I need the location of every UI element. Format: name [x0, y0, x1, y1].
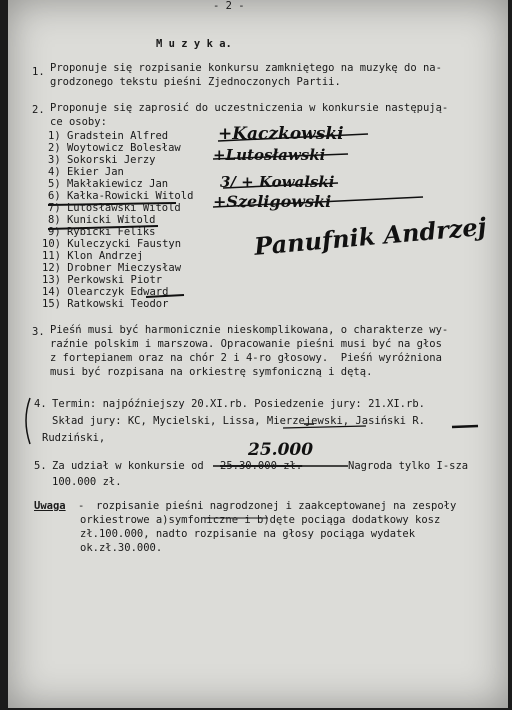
list-item: 13) Perkowski Piotr [42, 274, 163, 286]
list-item: 1) Gradstein Alfred [48, 130, 169, 142]
item-4-line: Termin: najpóźniejszy 20.XI.rb. Posiedzenie jury: 21.XI.rb. [52, 398, 425, 410]
item-5-text: 100.000 zł. [52, 476, 122, 488]
handwritten-note: +Kaczkowski [218, 124, 344, 144]
list-item: 15) Ratkowski Teodor [42, 298, 169, 310]
item-5-text: Za udział w konkursie od [52, 460, 204, 472]
item-2-line: ce osoby: [50, 116, 107, 128]
list-item: 7) Lutosławski Witold [48, 202, 181, 214]
list-item: 3) Sokorski Jerzy [48, 154, 156, 166]
list-item: 9) Rybicki Feliks [48, 226, 156, 238]
note-dash: - [78, 500, 85, 512]
list-item: 2) Woytowicz Bolesław [48, 142, 181, 154]
note-line: orkiestrowe a)symfoniczne i b)dęte pociąga dodatkowy kosz [80, 514, 441, 526]
list-item: 8) Kunicki Witold [48, 214, 156, 226]
item-3-line: Pieśń musi być harmonicznie nieskomplikowana, o charakterze wy- [50, 324, 449, 336]
list-item: 12) Drobner Mieczysław [42, 262, 182, 274]
list-item: 5) Makłakiewicz Jan [48, 178, 169, 190]
item-3-number: 3. [32, 326, 45, 338]
note-line: zł.100.000, nadto rozpisanie na głosy pociąga wydatek [80, 528, 416, 540]
handwritten-note: Panufnik Andrzej [253, 211, 488, 261]
note-label: Uwaga [34, 500, 66, 512]
item-2-number: 2. [32, 104, 45, 116]
item-3-line: raźnie polskim i marszowa. Opracowanie pieśni musi być na głos [50, 338, 442, 350]
list-item: 14) Olearczyk Edward [42, 286, 169, 298]
item-3-line: musi być rozpisana na orkiestrę symfoniczną i dętą. [50, 366, 373, 378]
item-4-number: 4. [34, 398, 47, 410]
note-line: ok.zł.30.000. [80, 542, 163, 554]
document-page [8, 0, 508, 708]
item-2-line: Proponuje się zaprosić do uczestniczenia w konkursie następują- [50, 102, 449, 114]
list-item: 10) Kuleczycki Faustyn [42, 238, 182, 250]
item-1-line: Proponuje się rozpisanie konkursu zamkniętego na muzykę do na- [50, 62, 442, 74]
section-title: M u z y k a. [156, 38, 232, 50]
note-line: rozpisanie pieśni nagrodzonej i zaakceptowanej na zespoły [96, 500, 457, 512]
item-3-line: z fortepianem oraz na chór 2 i 4-ro głosowy. Pieśń wyróżniona [50, 352, 442, 364]
handwritten-note: +Lutosławski [213, 146, 326, 164]
item-4-line: Rudziński, [42, 432, 106, 444]
handwritten-note: 3/ + Kowalski [220, 173, 335, 191]
item-5-number: 5. [34, 460, 47, 472]
item-5-text: Nagroda tylko I-sza [348, 460, 469, 472]
handwritten-note: +Szeligowski [213, 192, 332, 211]
handwritten-amount: 25.000 [248, 440, 314, 460]
item-1-line: grodzonego tekstu pieśni Zjednoczonych Partii. [50, 76, 341, 88]
item-5-struck-amount: 25.30.000 zł. [220, 460, 303, 472]
list-item: 4) Ekier Jan [48, 166, 124, 178]
list-item: 11) Klon Andrzej [42, 250, 144, 262]
page-number: - 2 - [213, 0, 245, 12]
item-4-line: Skład jury: KC, Mycielski, Lissa, Mierzejewski, Jasiński R. [52, 415, 425, 427]
item-1-number: 1. [32, 66, 45, 78]
list-item: 6) Kałka-Rowicki Witold [48, 190, 194, 202]
